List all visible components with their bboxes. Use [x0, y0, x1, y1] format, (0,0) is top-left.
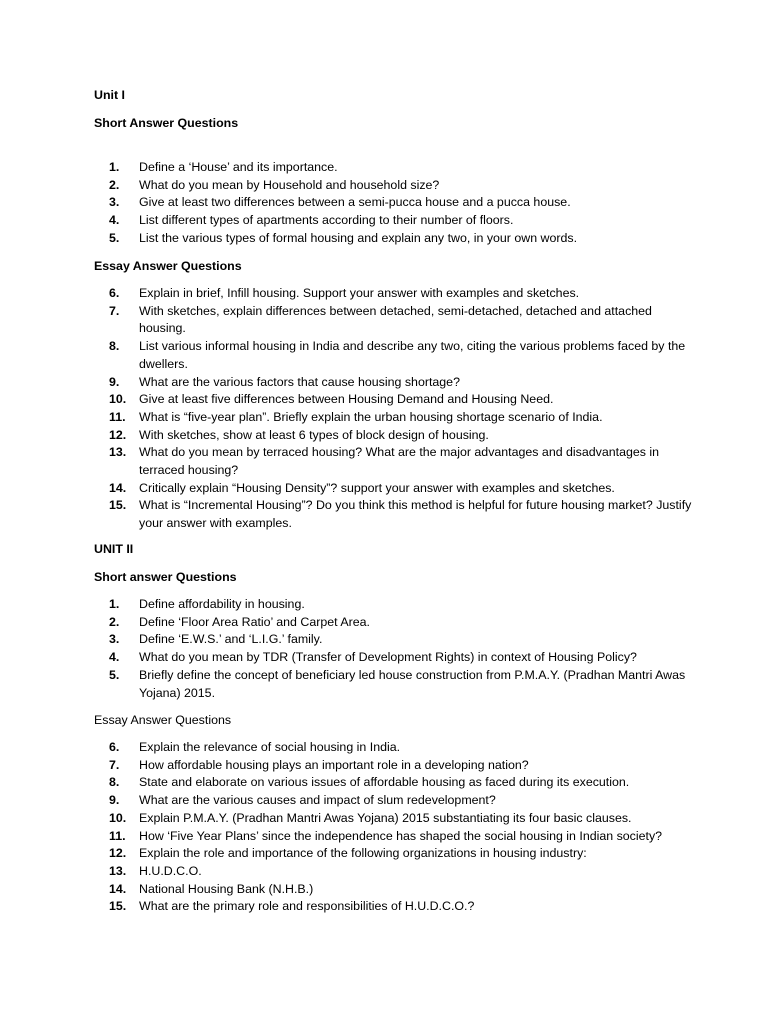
unit1-title: Unit I [94, 88, 125, 102]
list-item: 15. What is “Incremental Housing”? Do you think this method is helpful for future housing market? Justify your answer with examples. [109, 498, 692, 531]
list-item: 5. Briefly define the concept of beneficiary led house construction from P.M.A.Y. (Pradhan Mantri Awas Yojana) 2015. [109, 667, 686, 700]
unit2-essay-heading: Essay Answer Questions [94, 713, 232, 727]
list-item: 3. Give at least two differences between a semi-pucca house and a pucca house. [109, 195, 571, 210]
list-item: 14. Critically explain “Housing Density”? support your answer with examples and sketches. [109, 480, 615, 495]
list-item: 13. What do you mean by terraced housing? What are the major advantages and disadvantages in terraced housing? [109, 445, 660, 478]
list-item: 10. Give at least five differences between Housing Demand and Housing Need. [109, 392, 554, 407]
list-item: 2. What do you mean by Household and household size? [109, 177, 440, 192]
list-item: 7. With sketches, explain differences between detached, semi-detached, detached and attached housing. [109, 303, 652, 336]
unit1-essay-heading: Essay Answer Questions [94, 259, 242, 273]
list-item: 4. What do you mean by TDR (Transfer of Development Rights) in context of Housing Policy? [109, 650, 637, 665]
list-item: 15. What are the primary role and responsibilities of H.U.D.C.O.? [109, 899, 475, 914]
unit1-essay-list [94, 285, 694, 533]
list-item: 4. List different types of apartments according to their number of floors. [109, 213, 514, 228]
list-item: 3. Define ‘E.W.S.’ and ‘L.I.G.’ family. [109, 632, 323, 647]
list-item: 1. Define a ‘House’ and its importance. [109, 160, 338, 174]
list-item: 5. List the various types of formal housing and explain any two, in your own words. [109, 230, 578, 245]
list-item: 6. Explain the relevance of social housing in India. [109, 740, 401, 754]
unit2-short-heading: Short answer Questions [94, 570, 237, 584]
list-item: 9. What are the various causes and impact of slum redevelopment? [109, 793, 496, 808]
list-item: 11. How ‘Five Year Plans’ since the independence has shaped the social housing in Indian society? [109, 828, 663, 843]
list-item: 13. H.U.D.C.O. [109, 863, 202, 878]
list-item: 1. Define affordability in housing. [109, 597, 305, 611]
list-item: 14. National Housing Bank (N.H.B.) [109, 881, 314, 896]
list-item: 9. What are the various factors that cause housing shortage? [109, 374, 460, 389]
list-item: 6. Explain in brief, Infill housing. Support your answer with examples and sketches. [109, 286, 580, 300]
unit1-short-heading: Short Answer Questions [94, 116, 239, 130]
list-item: 8. State and elaborate on various issues of affordable housing as faced during its execution. [109, 775, 630, 790]
list-item: 7. How affordable housing plays an important role in a developing nation? [109, 757, 529, 772]
list-item: 12. With sketches, show at least 6 types of block design of housing. [109, 427, 489, 442]
list-item: 2. Define ‘Floor Area Ratio’ and Carpet Area. [109, 614, 370, 629]
unit2-short-list [94, 596, 694, 702]
unit2-essay-list [94, 739, 694, 916]
list-item: 8. List various informal housing in India and describe any two, citing the various problems faced by the dwellers. [109, 339, 686, 371]
unit1-short-list [94, 159, 694, 248]
unit2-title: UNIT II [94, 542, 134, 556]
list-item: 12. Explain the role and importance of the following organizations in housing industry: [109, 846, 587, 861]
list-item: 11. What is “five-year plan”. Briefly explain the urban housing shortage scenario of India. [109, 409, 603, 424]
list-item: 10. Explain P.M.A.Y. (Pradhan Mantri Awas Yojana) 2015 substantiating its four basic clauses. [109, 810, 632, 825]
